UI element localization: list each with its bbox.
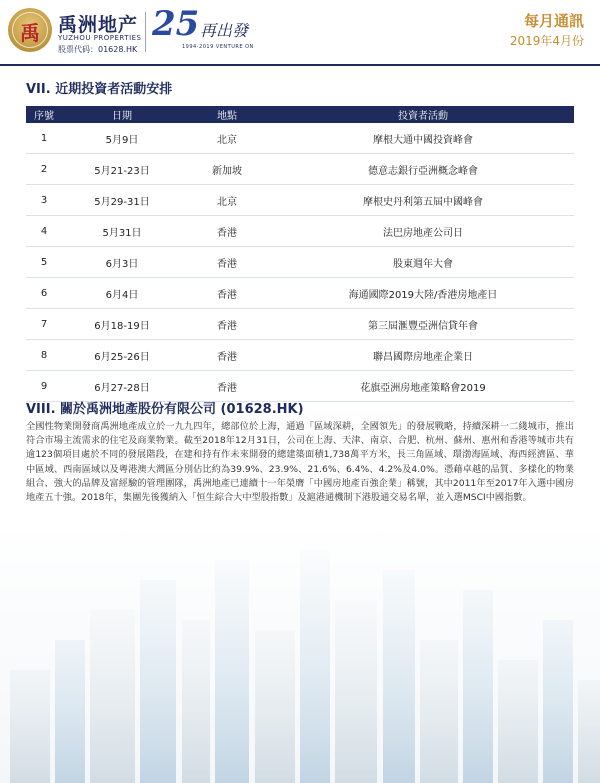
brand-name: 禹洲地产 [58,14,139,36]
row-no: 4 [26,216,62,247]
row-no: 2 [26,154,62,185]
row-activity: 海通國際2019大陸/香港房地產日 [272,278,574,309]
table-row [26,371,574,402]
row-activity: 第三屆滙豐亞洲信貸年會 [272,309,574,340]
table-row [26,247,574,278]
row-date: 5月21-23日 [62,154,182,185]
row-date: 6月18-19日 [62,309,182,340]
row-date: 6月25-26日 [62,340,182,371]
table-row [26,154,574,185]
row-no: 5 [26,247,62,278]
row-date: 6月27-28日 [62,371,182,402]
row-place: 北京 [182,123,272,154]
seal-character: 禹 [20,21,40,45]
row-date: 6月4日 [62,278,182,309]
table-row [26,185,574,216]
header-place: 地點 [217,111,237,122]
row-place: 香港 [182,340,272,371]
row-place: 新加坡 [182,154,272,185]
newsletter-title: 每月通訊 [523,12,584,30]
row-no: 3 [26,185,62,216]
row-place: 香港 [182,309,272,340]
anniversary-number: 25 [152,4,200,44]
row-place: 香港 [182,216,272,247]
row-no: 8 [26,340,62,371]
row-activity: 摩根大通中國投資峰會 [272,123,574,154]
yuzhou-logo-icon [8,8,52,52]
row-no: 9 [26,371,62,402]
row-activity: 股東週年大會 [272,247,574,278]
header-rule [0,64,600,66]
row-no: 7 [26,309,62,340]
anniversary-slogan: 再出發 [200,21,249,40]
section-7-title: VII. 近期投資者活動安排 [26,82,173,97]
table-row [26,278,574,309]
table-row [26,340,574,371]
table-header-row [26,106,574,123]
row-date: 5月29-31日 [62,185,182,216]
row-no: 6 [26,278,62,309]
row-activity: 摩根史丹利第五屆中國峰會 [272,185,574,216]
row-date: 5月31日 [62,216,182,247]
row-place: 香港 [182,247,272,278]
row-activity: 法巴房地產公司日 [272,216,574,247]
table-row [26,216,574,247]
table-row [26,309,574,340]
section-8-title: VIII. 關於禹洲地產股份有限公司 (01628.HK) [26,402,304,417]
row-date: 5月9日 [62,123,182,154]
anniversary-subtitle: 1994-2019 VENTURE ON [182,44,254,50]
row-place: 香港 [182,278,272,309]
table-row [26,123,574,154]
header-date: 日期 [112,111,132,122]
stock-code: 股票代码：01628.HK [58,45,138,54]
row-activity: 聯昌國際房地產企業日 [272,340,574,371]
row-place: 北京 [182,185,272,216]
header-activity: 投資者活動 [398,111,448,122]
header-no: 序號 [34,111,54,122]
newsletter-header [0,0,600,64]
investor-events-table [26,106,574,402]
newsletter-date: 2019年4月份 [509,34,584,48]
header-divider [145,12,146,52]
row-activity: 德意志銀行亞洲概念峰會 [272,154,574,185]
brand-english-name: YUZHOU PROPERTIES [58,34,142,42]
row-activity: 花旗亞洲房地產策略會2019 [272,371,574,402]
row-no: 1 [26,123,62,154]
company-profile-paragraph: 全國性物業開發商禹洲地產成立於一九九四年，總部位於上海，通過「區域深耕，全國領先」的發展戰略，持續深耕一二綫城市，推出符合市場主流需求的住宅及商業物業。截至2018年12月31日，公司在上海、天津、南京、合肥、杭州、蘇州、惠州和香港等城市共有逾123個項目處於不同的發展階段，在建和持有作未來開發的總建築面積1,738萬平方米，長三角區域、環渤海區域、海西經濟區、華中區域、西南區域以及粵港澳大灣區分別佔比約為39.9%、23.9%、21.6%、6.4%、4.2%及4.0%。憑藉卓越的品質、多樣化的物業組合、強大的品牌及富經驗的管理團隊，禹洲地產已連續十一年榮膺「中國房地產百強企業」稱號，其中2011年至2017年入選中國房地產五十強。2018年，集團先後獲納入「恒生綜合大中型股指數」及滬港通機制下港股通交易名單，並入選MSCI中國指數。 [26,421,574,504]
row-date: 6月3日 [62,247,182,278]
row-place: 香港 [182,371,272,402]
city-skyline-image [0,520,600,783]
